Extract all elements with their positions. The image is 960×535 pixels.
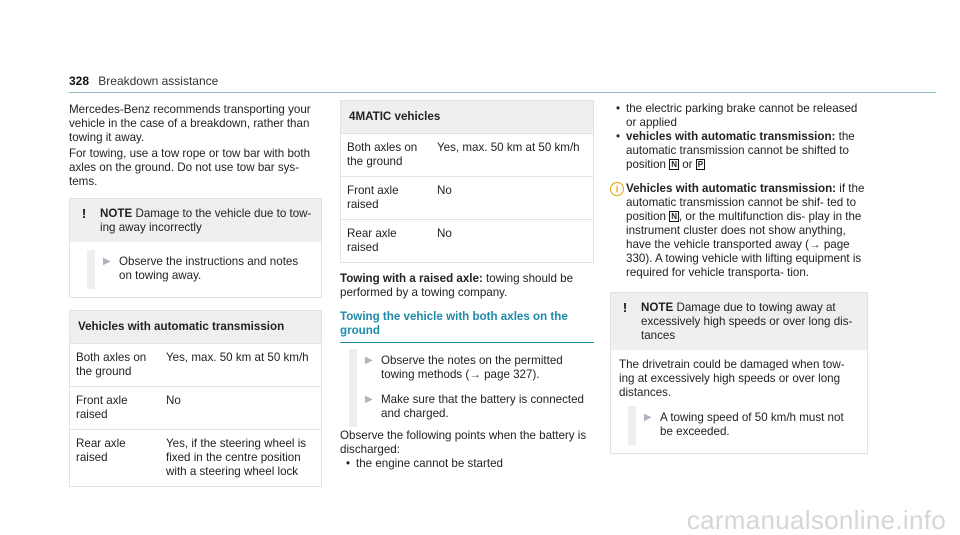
info-block: i Vehicles with automatic transmission: if the automatic transmission cannot be shif- ted to position N , or the multifunction dis- play in the instrument cluster does not show anything, have the vehicle transported away (→ page 330). A towing vehicle with lifting equipment is required for vehicle transporta- tion.	[610, 182, 868, 280]
step-text: Observe the instructions and notes on towing away.	[119, 255, 299, 282]
table-cell: No	[160, 387, 322, 430]
table-row	[70, 387, 322, 430]
instruction-step	[87, 250, 313, 289]
table-cell: Yes, max. 50 km at 50 km/h	[160, 344, 322, 387]
table-title: 4MATIC vehicles	[341, 101, 594, 134]
battery-paragraph: Observe the following points when the battery is discharged:	[340, 429, 587, 456]
raised-axle-label: Towing with a raised axle:	[340, 272, 483, 285]
section-heading: Towing the vehicle with both axles on the ground	[340, 310, 594, 343]
note-body-text: The drivetrain could be damaged when tow- ing at excessively high speeds or over long distances.	[619, 358, 845, 399]
note-text: Damage to the vehicle due to tow- ing away incorrectly	[100, 207, 312, 234]
table-row	[341, 177, 594, 220]
step-arrow-icon: ▶	[365, 394, 373, 405]
step-text: Make sure that the battery is connected and charged.	[381, 393, 585, 420]
bullet-icon: •	[615, 130, 621, 143]
raised-axle-text: towing should be performed by a towing company.	[340, 272, 574, 299]
raised-axle-paragraph	[340, 272, 594, 300]
4matic-table	[340, 100, 594, 263]
warning-icon: !	[622, 300, 628, 315]
list-item	[610, 102, 868, 130]
note-box	[610, 292, 868, 454]
note-header	[70, 199, 321, 242]
table-row	[341, 134, 594, 177]
note-text: Damage due to towing away at excessively high speeds or over long dis- tances	[641, 301, 853, 342]
note-label: NOTE	[641, 301, 674, 314]
page-number: 328	[69, 74, 90, 88]
table-cell: Both axles on the ground	[341, 134, 432, 177]
step-text: A towing speed of 50 km/h must not be exceeded.	[660, 411, 844, 438]
table-cell: Rear axle raised	[341, 220, 432, 263]
table-row	[70, 344, 322, 387]
note-header	[611, 293, 867, 350]
note-label: NOTE	[100, 207, 133, 220]
step-text: Observe the notes on the permitted towing methods (→ page 327).	[381, 354, 563, 381]
list-item: • vehicles with automatic transmission: the automatic transmission cannot be shifted to position N or P	[610, 130, 868, 172]
table-cell: No	[431, 177, 594, 220]
instruction-step	[628, 406, 859, 445]
bullet-icon: •	[615, 102, 621, 115]
info-label: Vehicles with automatic transmission:	[626, 182, 837, 195]
column-3	[610, 102, 868, 454]
note-box	[69, 198, 322, 298]
table-cell: Front axle raised	[70, 387, 161, 430]
intro-paragraph: Mercedes-Benz recommends transporting your vehicle in the case of a breakdown, rather than towing it away.	[69, 103, 311, 144]
info-icon: i	[610, 182, 624, 196]
table-cell: Yes, if the steering wheel is fixed in the centre position with a steering wheel lock	[160, 430, 322, 487]
towing-paragraph: For towing, use a tow rope or tow bar with both axles on the ground. Do not use tow bar sys- tems.	[69, 147, 311, 188]
bullet-icon: •	[345, 457, 351, 470]
step-arrow-icon: ▶	[644, 412, 652, 423]
step-arrow-icon: ▶	[103, 256, 111, 267]
warning-icon: !	[81, 206, 87, 221]
bullet-label: vehicles with automatic transmission:	[626, 130, 836, 143]
table-cell: No	[431, 220, 594, 263]
bullet-text: the automatic transmission cannot be shifted to position	[626, 130, 855, 171]
page-header	[69, 74, 936, 93]
table-cell: Yes, max. 50 km at 50 km/h	[431, 134, 594, 177]
gear-n-symbol: N	[671, 212, 677, 221]
section-title: Breakdown assistance	[98, 74, 219, 88]
table-cell: Rear axle raised	[70, 430, 161, 487]
list-item	[340, 457, 594, 471]
gear-n-symbol: N	[671, 160, 677, 169]
column-2	[340, 100, 594, 471]
automatic-transmission-table	[69, 310, 322, 487]
instruction-step	[349, 388, 594, 427]
table-cell: Front axle raised	[341, 177, 432, 220]
table-row	[341, 220, 594, 263]
bullet-text: the engine cannot be started	[356, 457, 503, 470]
step-arrow-icon: ▶	[365, 355, 373, 366]
column-1	[69, 103, 322, 487]
instruction-step	[349, 349, 594, 388]
table-row	[70, 430, 322, 487]
bullet-text: the electric parking brake cannot be released or applied	[626, 102, 858, 129]
table-cell: Both axles on the ground	[70, 344, 161, 387]
watermark: carmanualsonline.info	[686, 505, 946, 535]
gear-p-symbol: P	[697, 160, 704, 169]
table-title: Vehicles with automatic transmission	[70, 311, 322, 344]
